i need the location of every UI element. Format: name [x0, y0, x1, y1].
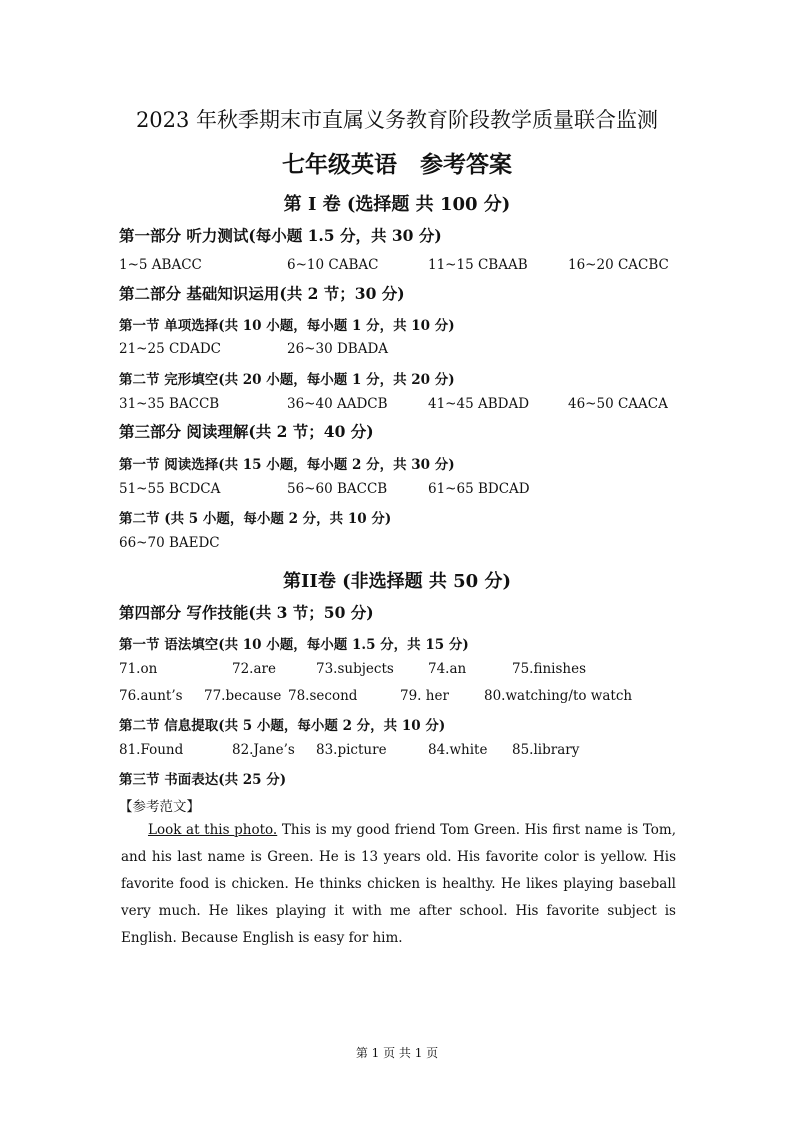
part3-section1-heading: 第一节 阅读选择(共 15 小题，每小题 2 分，共 30 分) — [119, 457, 455, 473]
essay-underlined-sentence: Look at this photo. — [148, 822, 278, 838]
answer-item: 80.watching/to watch — [484, 688, 633, 704]
page-number: 第 1 页 共 1 页 — [355, 1046, 439, 1060]
answer-group: 1~5 ABACC — [119, 257, 202, 273]
answer-group: 26~30 DBADA — [287, 341, 389, 357]
answer-item: 73.subjects — [316, 661, 394, 677]
part1-heading: 第一部分 听力测试(每小题 1.5 分，共 30 分) — [119, 226, 442, 245]
answer-item: 85.library — [512, 742, 580, 758]
part3-section2-heading: 第二节 (共 5 小题，每小题 2 分，共 10 分) — [119, 511, 392, 527]
answer-group: 21~25 CDADC — [119, 341, 222, 357]
document-title: 2023 年秋季期末市直属义务教育阶段教学质量联合监测 — [135, 108, 659, 132]
answer-item: 74.an — [428, 661, 467, 677]
answer-item: 83.picture — [316, 742, 387, 758]
answer-group: 66~70 BAEDC — [119, 535, 220, 551]
answer-group: 16~20 CACBC — [568, 257, 669, 273]
document-subtitle: 七年级英语 参考答案 — [282, 151, 512, 178]
answer-item: 77.because — [204, 688, 282, 704]
part4-section2-heading: 第二节 信息提取(共 5 小题，每小题 2 分，共 10 分) — [119, 718, 446, 734]
answer-item: 79. her — [400, 688, 449, 704]
answer-group: 6~10 CABAC — [287, 257, 379, 273]
answer-item: 78.second — [288, 688, 358, 704]
answer-group: 31~35 BACCB — [119, 396, 220, 412]
part4-section3-heading: 第三节 书面表达(共 25 分) — [119, 772, 287, 788]
part2-section2-heading: 第二节 完形填空(共 20 小题，每小题 1 分，共 20 分) — [119, 372, 455, 388]
answer-item: 72.are — [232, 661, 276, 677]
essay-body: This is my good friend Tom Green. His first name is Tom, and his last name is Green. He is 13 years old. His favorite color is yellow. His favorite food is chicken. He thinks chicken is healthy. He likes playing baseball very much. He likes playing it with me after school. His favorite subject is English. Because English is easy for him. — [121, 822, 677, 946]
answer-group: 61~65 BDCAD — [428, 481, 530, 497]
sample-essay — [121, 817, 676, 952]
answer-group: 51~55 BCDCA — [119, 481, 221, 497]
answer-item: 84.white — [428, 742, 488, 758]
answer-group: 46~50 CAACA — [568, 396, 668, 412]
answer-group: 11~15 CBAAB — [428, 257, 528, 273]
answer-group: 41~45 ABDAD — [428, 396, 530, 412]
part4-heading: 第四部分 写作技能(共 3 节；50 分) — [119, 603, 374, 622]
part3-heading: 第三部分 阅读理解(共 2 节；40 分) — [119, 422, 374, 441]
answer-group: 36~40 AADCB — [287, 396, 388, 412]
volume2-title: 第II卷 (非选择题 共 50 分) — [283, 571, 511, 592]
answer-item: 71.on — [119, 661, 158, 677]
part2-section1-heading: 第一节 单项选择(共 10 小题，每小题 1 分，共 10 分) — [119, 318, 455, 334]
answer-group: 56~60 BACCB — [287, 481, 388, 497]
part4-section1-heading: 第一节 语法填空(共 10 小题，每小题 1.5 分，共 15 分) — [119, 637, 469, 653]
answer-item: 75.finishes — [512, 661, 587, 677]
sample-essay-label: 【参考范文】 — [119, 799, 200, 815]
part2-heading: 第二部分 基础知识运用(共 2 节；30 分) — [119, 284, 405, 303]
answer-item: 82.Jane’s — [232, 742, 295, 758]
answer-item: 81.Found — [119, 742, 184, 758]
answer-item: 76.aunt’s — [119, 688, 183, 704]
volume1-title: 第 I 卷 (选择题 共 100 分) — [283, 194, 511, 215]
